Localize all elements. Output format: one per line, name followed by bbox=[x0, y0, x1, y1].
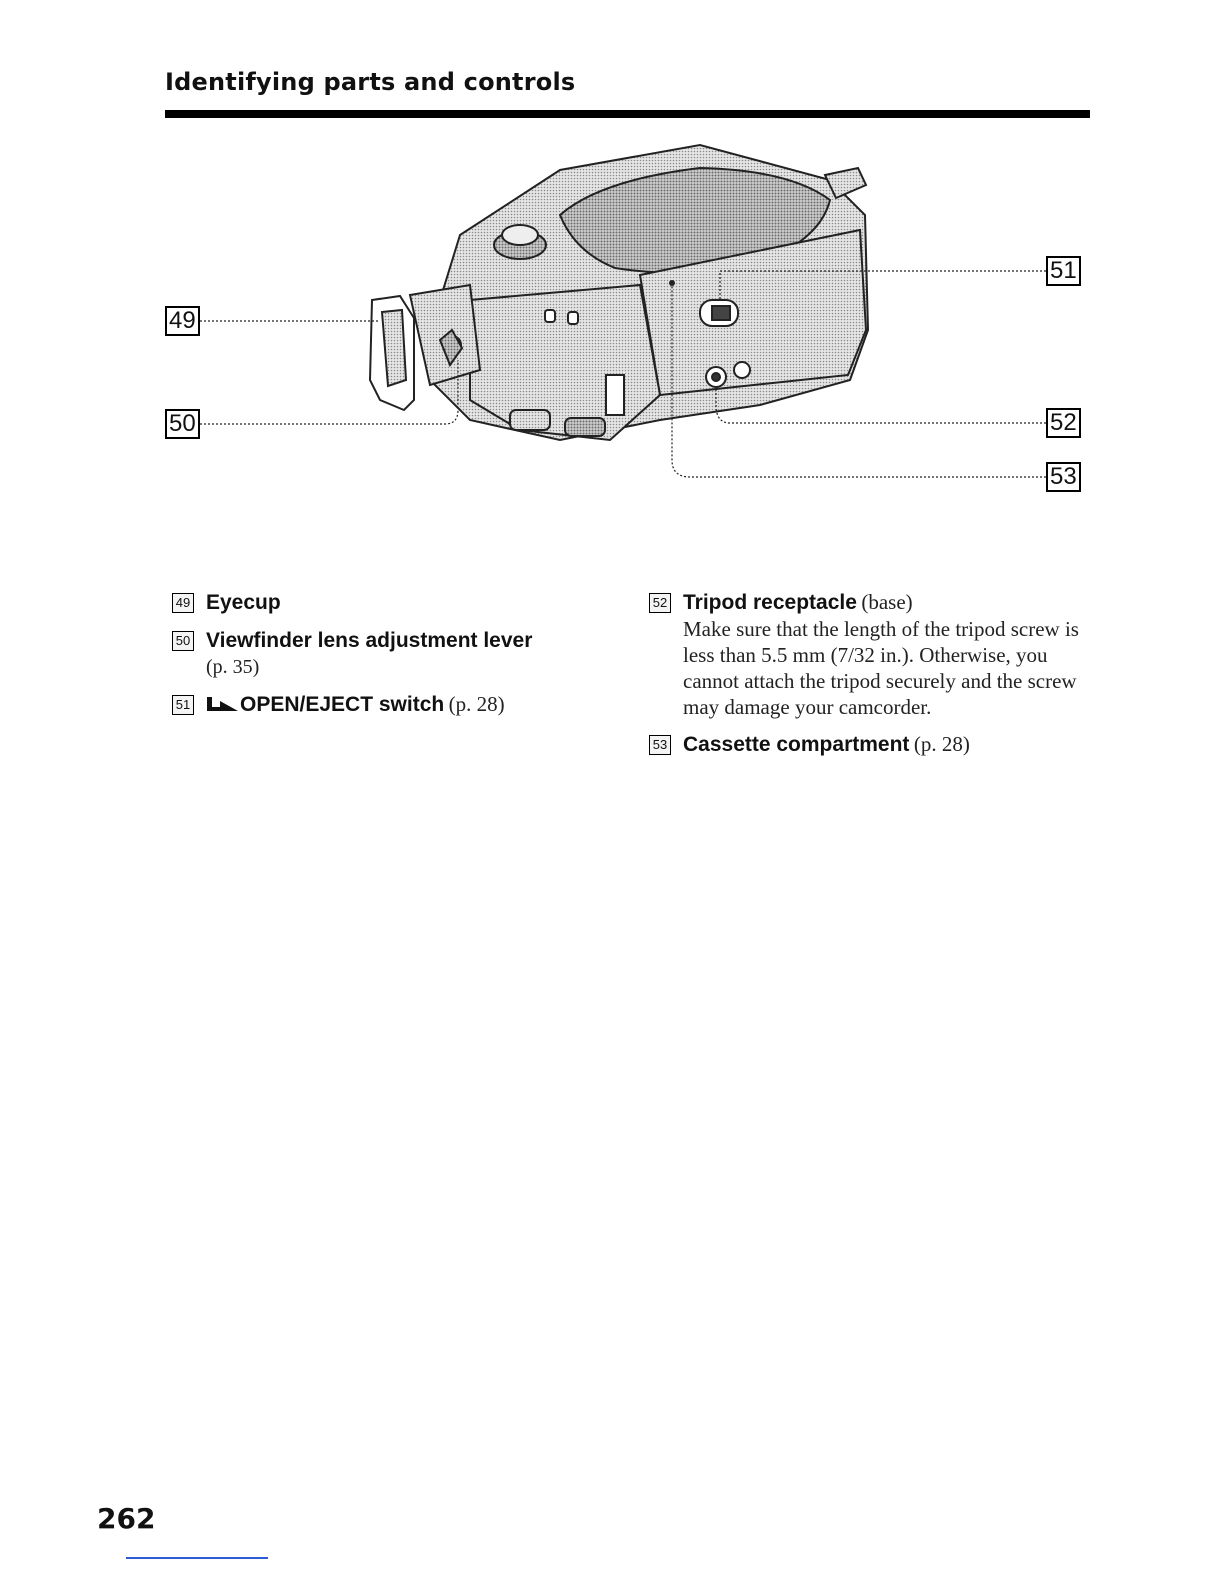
callout-51: 51 bbox=[1046, 256, 1081, 286]
parts-list-left bbox=[172, 590, 592, 730]
item-number: 52 bbox=[649, 593, 671, 613]
item-page-ref: (p. 35) bbox=[206, 656, 260, 678]
item-qualifier: (base) bbox=[861, 590, 913, 614]
parts-list-right bbox=[649, 590, 1094, 770]
callout-53: 53 bbox=[1046, 462, 1081, 492]
item-title: Eyecup bbox=[206, 591, 281, 614]
item-title: Tripod receptacle bbox=[683, 591, 857, 614]
list-item bbox=[172, 590, 592, 616]
list-item bbox=[172, 692, 592, 718]
callout-50: 50 bbox=[165, 409, 200, 439]
item-page-ref: (p. 28) bbox=[913, 732, 970, 756]
item-page-ref: (p. 28) bbox=[448, 692, 505, 716]
item-number: 51 bbox=[172, 695, 194, 715]
item-number: 49 bbox=[172, 593, 194, 613]
open-eject-symbol-icon bbox=[206, 695, 240, 713]
camcorder-diagram bbox=[0, 0, 1224, 560]
callout-52: 52 bbox=[1046, 408, 1081, 438]
list-item bbox=[649, 732, 1094, 758]
item-title: OPEN/EJECT switch bbox=[240, 693, 445, 716]
item-number: 50 bbox=[172, 631, 194, 651]
page-title: Identifying parts and controls bbox=[165, 68, 576, 96]
item-title: Viewfinder lens adjustment lever bbox=[206, 629, 533, 652]
camcorder-body bbox=[370, 145, 868, 440]
camcorder-illustration bbox=[0, 0, 1224, 560]
page-number: 262 bbox=[97, 1502, 156, 1535]
list-item bbox=[172, 628, 592, 680]
item-title: Cassette compartment bbox=[683, 733, 910, 756]
item-description: Make sure that the length of the tripod screw is less than 5.5 mm (7/32 in.). Otherwise, you cannot attach the tripod securely and the screw may damage your camcorder. bbox=[683, 617, 1079, 719]
list-item bbox=[649, 590, 1094, 720]
item-number: 53 bbox=[649, 735, 671, 755]
footer-link-underline bbox=[126, 1557, 268, 1559]
callout-49: 49 bbox=[165, 306, 200, 336]
